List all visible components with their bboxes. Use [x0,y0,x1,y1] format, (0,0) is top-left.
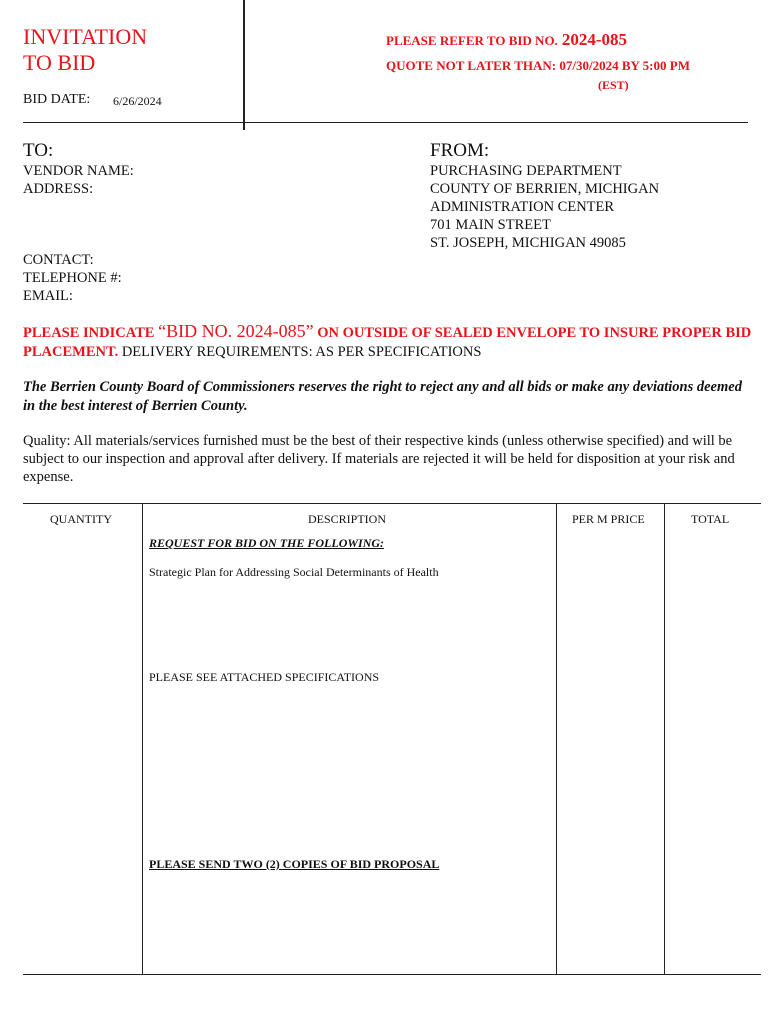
indicate-suffix: ON OUTSIDE OF SEALED ENVELOPE TO INSURE PROPER BID PLACEMENT. [23,325,752,360]
copies-instruction: PLEASE SEND TWO (2) COPIES OF BID PROPOSAL [149,857,440,871]
timezone-label: (EST) [598,78,629,92]
table-column-divider [556,503,557,975]
header-divider-horizontal [23,122,748,123]
column-header-description: DESCRIPTION [308,512,387,526]
telephone-label: TELEPHONE #: [23,270,122,286]
indicate-prefix: PLEASE INDICATE [23,325,159,341]
column-header-quantity: QUANTITY [50,512,112,526]
column-header-total: TOTAL [691,512,730,526]
invitation-title [23,24,147,76]
from-line: ADMINISTRATION CENTER [430,199,615,215]
table-bottom-border [23,974,761,975]
vendor-name-label: VENDOR NAME: [23,163,134,179]
vendor-block [23,162,134,198]
title-line-2: TO BID [23,50,96,75]
delivery-requirements: DELIVERY REQUIREMENTS: AS PER SPECIFICATIONS [118,344,482,360]
from-address-block [430,162,659,252]
from-line: ST. JOSEPH, MICHIGAN 49085 [430,235,626,251]
from-line: PURCHASING DEPARTMENT [430,163,622,179]
email-label: EMAIL: [23,288,73,304]
title-line-1: INVITATION [23,24,148,49]
table-column-divider [142,503,143,975]
bid-item-description: Strategic Plan for Addressing Social Determinants of Health [149,565,439,579]
see-specifications-note: PLEASE SEE ATTACHED SPECIFICATIONS [149,670,380,684]
bid-date-value: 6/26/2024 [113,94,162,108]
address-label: ADDRESS: [23,181,94,197]
from-line: 701 MAIN STREET [430,217,551,233]
contact-block [23,251,122,305]
envelope-instruction [23,322,753,362]
quote-deadline: QUOTE NOT LATER THAN: 07/30/2024 BY 5:00 PM [386,58,690,73]
quality-notice: Quality: All materials/services furnished must be the best of their respective kinds (unless otherwise specified) and will be subject to our inspection and approval after delivery. If materials are rejected it will be held for disposition at your risk and expense. [23,433,735,485]
from-line: COUNTY OF BERRIEN, MICHIGAN [430,181,660,197]
bid-date-label: BID DATE: [23,92,91,107]
column-header-price: PER M PRICE [572,512,645,526]
contact-label: CONTACT: [23,252,94,268]
bid-reference-label: PLEASE REFER TO BID NO. [386,33,558,48]
request-heading: REQUEST FOR BID ON THE FOLLOWING: [149,536,385,550]
bid-number: 2024-085 [561,30,627,49]
table-top-border [23,503,761,504]
board-reservation-notice: The Berrien County Board of Commissioners reserves the right to reject any and all bids or make any deviations deemed in the best interest of Berrien County. [23,379,742,414]
table-column-divider [664,503,665,975]
to-heading: TO: [23,140,54,161]
header-divider-vertical [243,0,245,130]
indicate-bid-number: “BID NO. 2024-085” [158,321,314,341]
bid-reference [386,30,627,50]
from-heading: FROM: [430,140,490,161]
